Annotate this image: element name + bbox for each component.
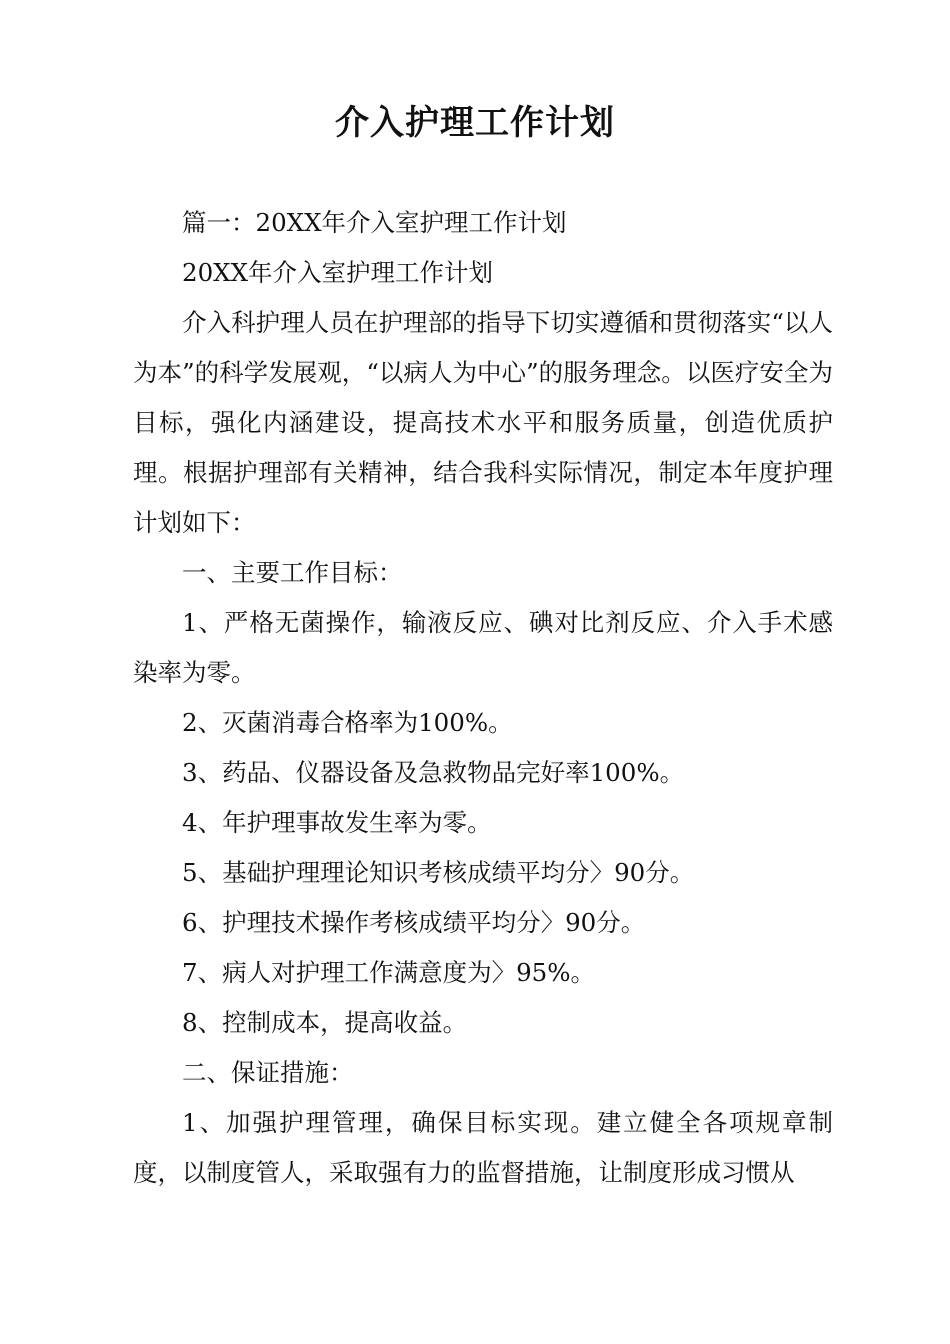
paragraph: 介入科护理人员在护理部的指导下切实遵循和贯彻落实“以人为本”的科学发展观，“以病人为中心”的服务理念。以医疗安全为目标，强化内涵建设，提高技术水平和服务质量，创造优质护理。根据护理部有关精神，结合我科实际情况，制定本年度护理计划如下：: [133, 308, 833, 537]
document-body: [133, 198, 833, 1198]
paragraph: 二、保证措施：: [182, 1058, 354, 1087]
paragraph: 1、加强护理管理，确保目标实现。建立健全各项规章制度，以制度管人，采取强有力的监督措施，让制度形成习惯从: [133, 1108, 833, 1187]
document-title: 介入护理工作计划: [335, 103, 615, 143]
paragraph: 1、严格无菌操作，输液反应、碘对比剂反应、介入手术感染率为零。: [133, 608, 833, 687]
paragraph: 20XX年介入室护理工作计划: [182, 258, 494, 287]
paragraph: 2、灭菌消毒合格率为100%。: [182, 708, 513, 737]
paragraph: 4、年护理事故发生率为零。: [182, 808, 492, 837]
paragraph: 篇一：20XX年介入室护理工作计划: [182, 208, 567, 237]
paragraph: 8、控制成本，提高收益。: [182, 1008, 468, 1037]
paragraph: 5、基础护理理论知识考核成绩平均分〉90分。: [182, 858, 695, 887]
paragraph: 6、护理技术操作考核成绩平均分〉90分。: [182, 908, 646, 937]
paragraph: 一、主要工作目标：: [182, 558, 403, 587]
paragraph: 3、药品、仪器设备及急救物品完好率100%。: [182, 758, 685, 787]
paragraph: 7、病人对护理工作满意度为〉95%。: [182, 958, 596, 987]
